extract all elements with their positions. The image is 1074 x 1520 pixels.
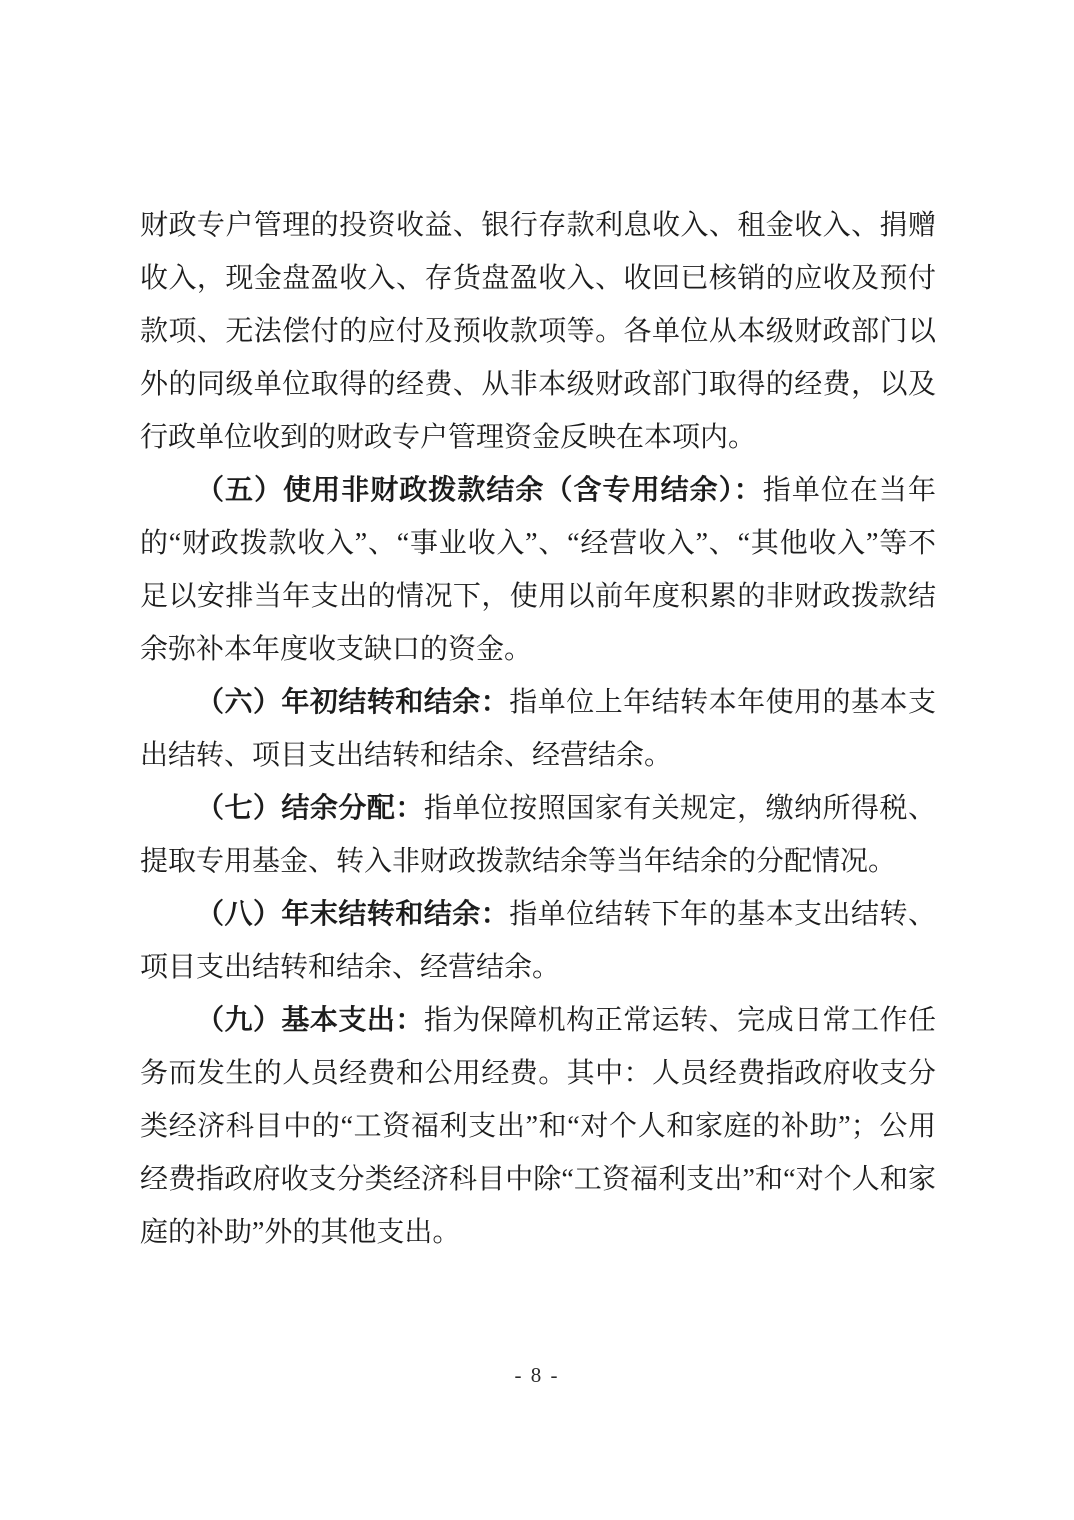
- paragraph-text: 指单位结转下年的基本支出结转、项目支出结转和结余、经营结余。: [140, 899, 936, 983]
- paragraph: [140, 199, 936, 464]
- paragraph-text: 指单位上年结转本年使用的基本支出结转、项目支出结转和结余、经营结余。: [140, 687, 936, 771]
- paragraph: [140, 782, 936, 888]
- paragraph: [140, 464, 936, 676]
- paragraph: [140, 994, 936, 1259]
- paragraph-label: （七）结余分配：: [196, 793, 424, 824]
- paragraph-text: 指单位按照国家有关规定，缴纳所得税、提取专用基金、转入非财政拨款结余等当年结余的分配情况。: [140, 793, 936, 877]
- paragraph-label: （五）使用非财政拨款结余（含专用结余）：: [196, 475, 763, 506]
- paragraph-label: （九）基本支出：: [196, 1005, 424, 1036]
- paragraph: [140, 888, 936, 994]
- page-number: - 8 -: [514, 1363, 560, 1387]
- paragraph-text: 财政专户管理的投资收益、银行存款利息收入、租金收入、捐赠收入，现金盘盈收入、存货盘盈收入、收回已核销的应收及预付款项、无法偿付的应付及预收款项等。各单位从本级财政部门以外的同级单位取得的经费、从非本级财政部门取得的经费，以及行政单位收到的财政专户管理资金反映在本项内。: [140, 210, 936, 453]
- paragraph-text: 指单位在当年的“财政拨款收入”、“事业收入”、“经营收入”、“其他收入”等不足以安排当年支出的情况下，使用以前年度积累的非财政拨款结余弥补本年度收支缺口的资金。: [140, 475, 936, 665]
- paragraph: [140, 676, 936, 782]
- paragraph-text: 指为保障机构正常运转、完成日常工作任务而发生的人员经费和公用经费。其中：人员经费指政府收支分类经济科目中的“工资福利支出”和“对个人和家庭的补助”；公用经费指政府收支分类经济科目中除“工资福利支出”和“对个人和家庭的补助”外的其他支出。: [140, 1005, 936, 1248]
- document-body: [140, 199, 936, 1259]
- paragraph-label: （八）年末结转和结余：: [196, 899, 510, 930]
- paragraph-label: （六）年初结转和结余：: [196, 687, 510, 718]
